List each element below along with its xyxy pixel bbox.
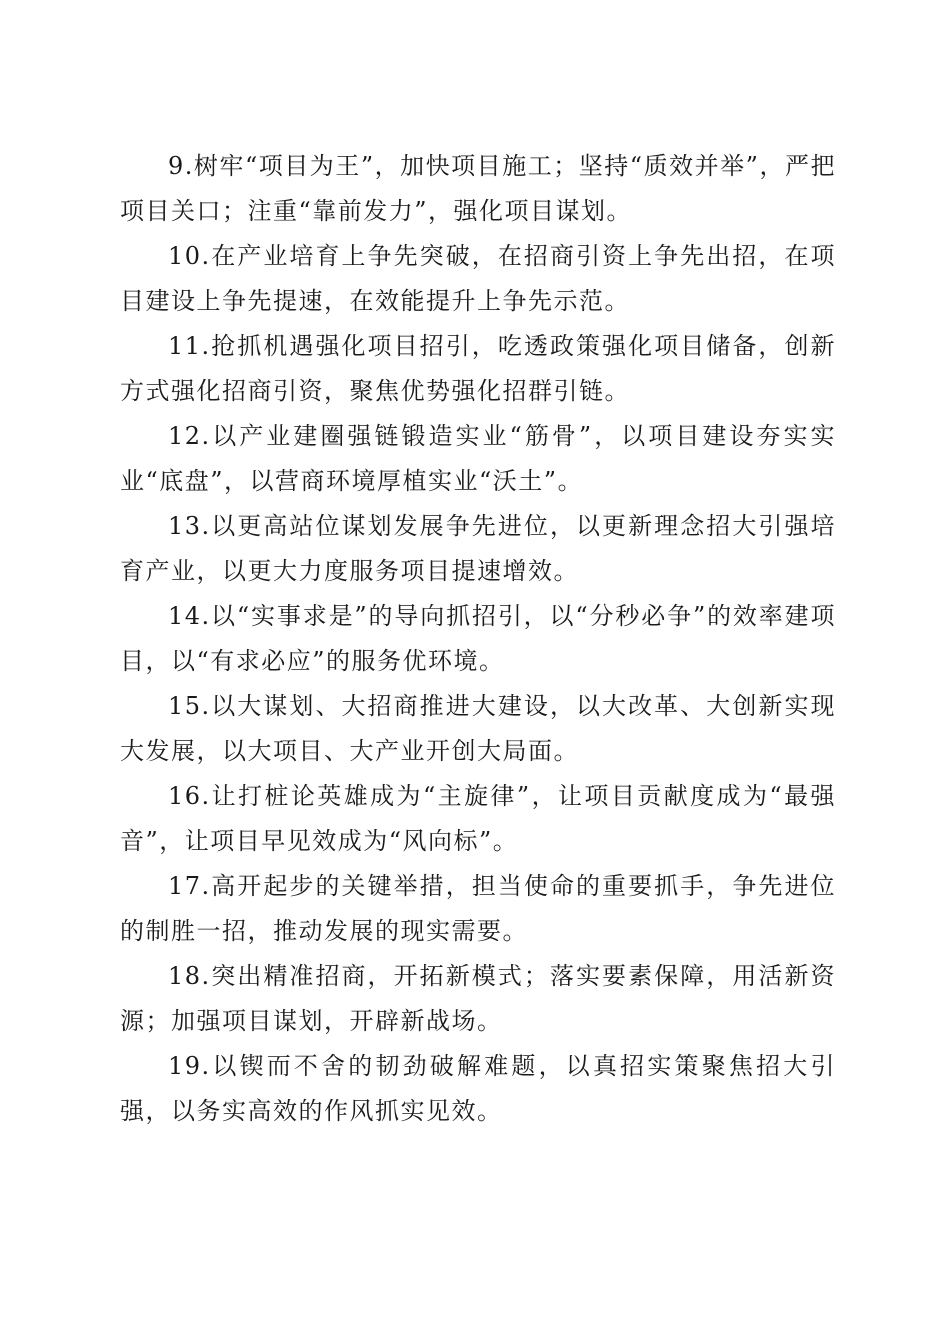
paragraph-9: 9.树牢“项目为王”，加快项目施工；坚持“质效并举”，严把项目关口；注重“靠前发力”，强化项目谋划。: [120, 152, 836, 225]
paragraph-18: 18.突出精准招商，开拓新模式；落实要素保障，用活新资源；加强项目谋划，开辟新战场。: [120, 962, 836, 1035]
paragraph-15: 15.以大谋划、大招商推进大建设，以大改革、大创新实现大发展，以大项目、大产业开创大局面。: [120, 692, 836, 765]
paragraph-10: 10.在产业培育上争先突破，在招商引资上争先出招，在项目建设上争先提速，在效能提升上争先示范。: [120, 242, 836, 315]
paragraph-13: 13.以更高站位谋划发展争先进位，以更新理念招大引强培育产业，以更大力度服务项目提速增效。: [120, 512, 836, 585]
paragraph-14: 14.以“实事求是”的导向抓招引，以“分秒必争”的效率建项目，以“有求必应”的服务优环境。: [120, 602, 836, 675]
document-body: [120, 144, 836, 1134]
paragraph-11: 11.抢抓机遇强化项目招引，吃透政策强化项目储备，创新方式强化招商引资，聚焦优势强化招群引链。: [120, 332, 836, 405]
paragraph-19: 19.以锲而不舍的韧劲破解难题，以真招实策聚焦招大引强，以务实高效的作风抓实见效。: [120, 1052, 836, 1125]
paragraph-16: 16.让打桩论英雄成为“主旋律”，让项目贡献度成为“最强音”，让项目早见效成为“风向标”。: [120, 782, 836, 855]
paragraph-12: 12.以产业建圈强链锻造实业“筋骨”，以项目建设夯实实业“底盘”，以营商环境厚植实业“沃土”。: [120, 422, 836, 495]
paragraph-17: 17.高开起步的关键举措，担当使命的重要抓手，争先进位的制胜一招，推动发展的现实需要。: [120, 872, 836, 945]
